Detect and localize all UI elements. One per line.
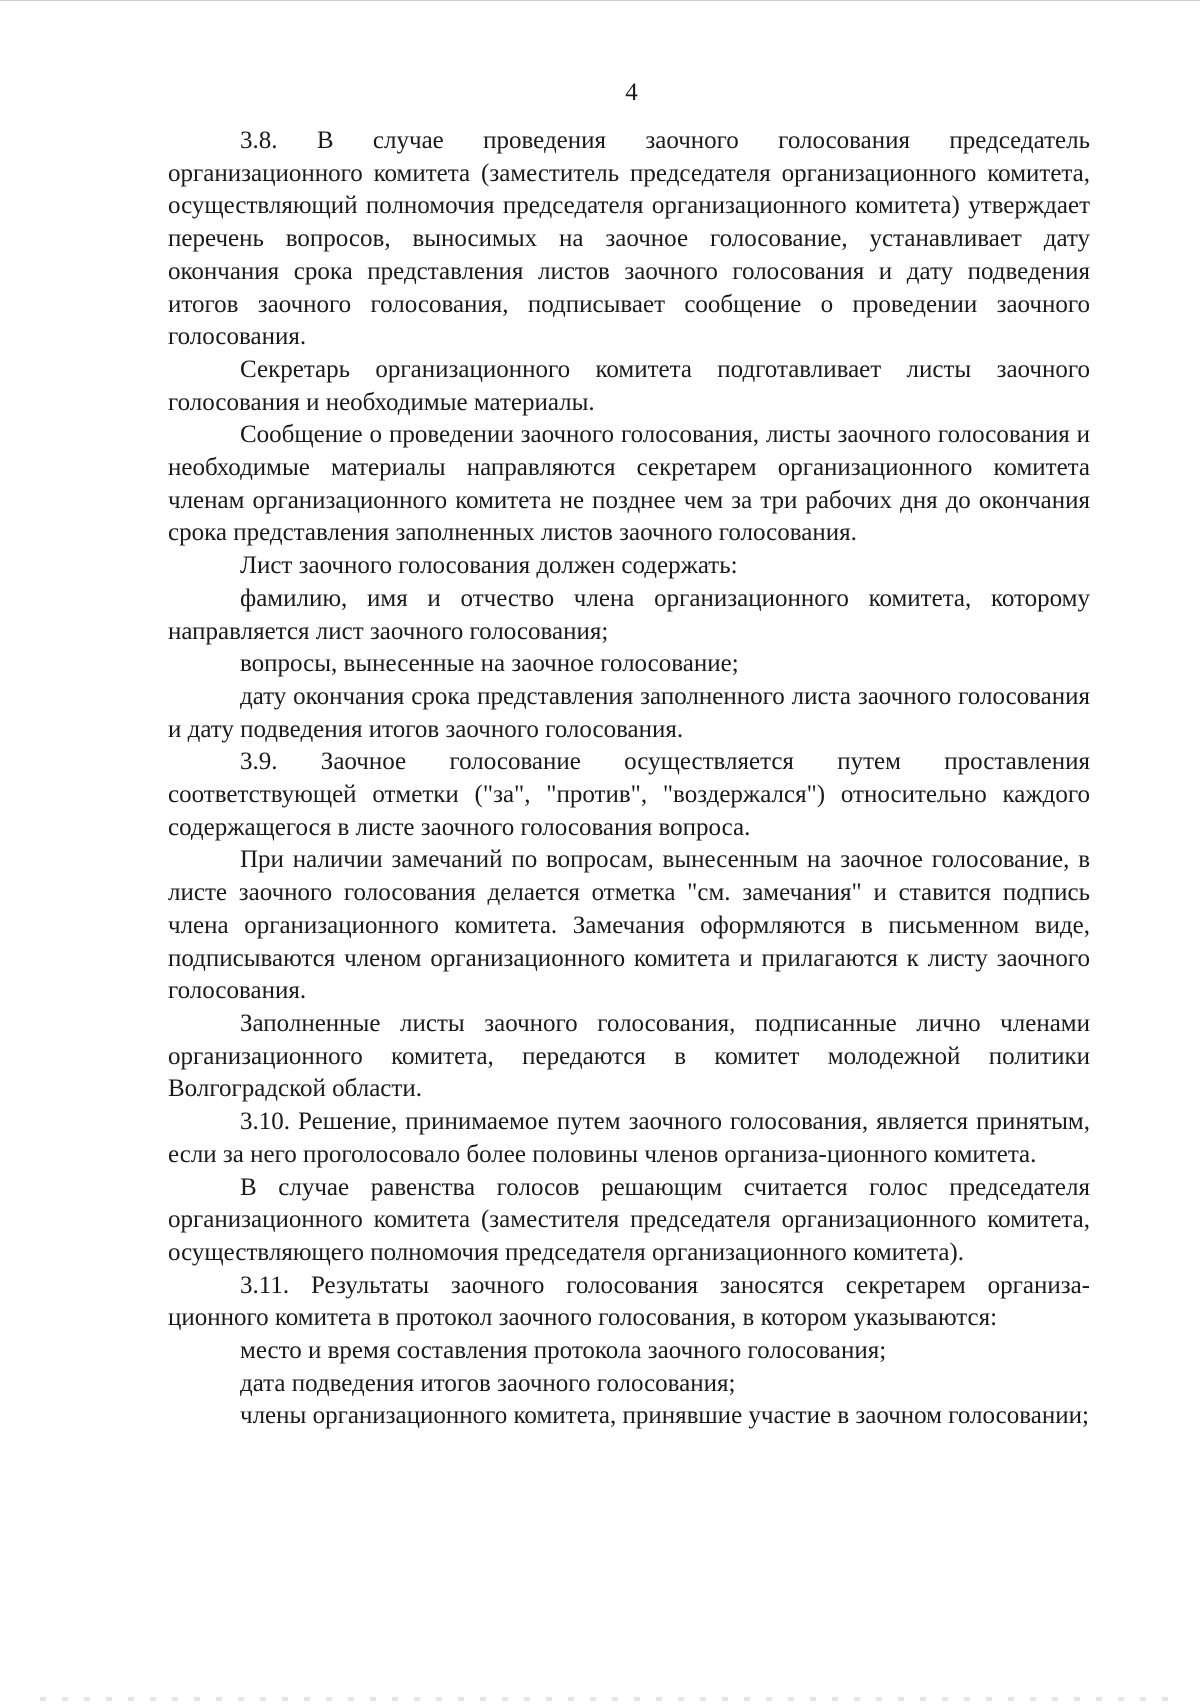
document-body [168,125,1090,1433]
paragraph-3-9: 3.9. Заочное голосование осуществляется путем проставления соответствующей отметки ("за", "против", "воздержался") относительно каждого содержащегося в листе заочного голосования вопроса. [168,748,1090,841]
list-item-deadline: дату окончания срока представления заполненного листа заочного голосования и дату подведения итогов заочного голосования. [168,682,1090,743]
list-item-questions: вопросы, вынесенные на заочное голосование; [240,650,739,678]
list-item-results-date: дата подведения итогов заочного голосования; [240,1369,736,1397]
list-item-members: члены организационного комитета, принявшие участие в заочном голосовании; [240,1402,1089,1430]
list-item-full-name: фамилию, имя и отчество члена организационного комитета, которому направляется лист заочного голосования; [168,584,1090,645]
paragraph-tie-vote: В случае равенства голосов решающим считается голос председателя организационного комитета (заместителя председателя организационного комитета, осуществляющего полномочия председателя организационного комитета). [168,1173,1090,1266]
paragraph-3-11: 3.11. Результаты заочного голосования заносятся секретарем организа-ционного комитета в протокол заочного голосования, в котором указываются: [168,1271,1090,1332]
page-number: 4 [625,79,638,106]
paragraph-filled-sheets: Заполненные листы заочного голосования, подписанные лично членами организационного комитета, передаются в комитет молодежной политики Волгоградской области. [168,1009,1090,1103]
list-item-place-time: место и время составления протокола заочного голосования; [240,1337,887,1365]
scan-edge-top [0,0,1200,1]
paragraph-remarks: При наличии замечаний по вопросам, вынесенным на заочное голосование, в листе заочного голосования делается отметка "см. замечания" и ставится подпись члена организационного комитета. Замечания оформляются в письменном виде, подписываются членом организационного комитета и прилагаются к листу заочного голосования. [168,846,1090,1005]
paragraph-message-sending: Сообщение о проведении заочного голосования, листы заочного голосования и необходимые материалы направляются секретарем организационного комитета членам организационного комитета не позднее чем за три рабочих дня до окончания срока представления заполненных листов заочного голосования. [168,421,1090,547]
paragraph-secretary-prepares: Секретарь организационного комитета подготавливает листы заочного голосования и необходимые материалы. [168,355,1090,416]
paragraph-sheet-content-intro: Лист заочного голосования должен содержать: [240,552,738,580]
paragraph-3-10: 3.10. Решение, принимаемое путем заочного голосования, является принятым, если за него проголосовало более половины членов организа-ционного комитета. [168,1108,1090,1168]
scan-edge-bottom [40,1697,1180,1701]
paragraph-3-8: 3.8. В случае проведения заочного голосования председатель организационного комитета (заместитель председателя организационного комитета, осуществляющий полномочия председателя организационного комитета) утверждает перечень вопросов, выносимых на заочное голосование, устанавливает дату окончания срока представления листов заочного голосования и дату подведения итогов заочного голосования, подписывает сообщение о проведении заочного голосования. [168,127,1090,351]
